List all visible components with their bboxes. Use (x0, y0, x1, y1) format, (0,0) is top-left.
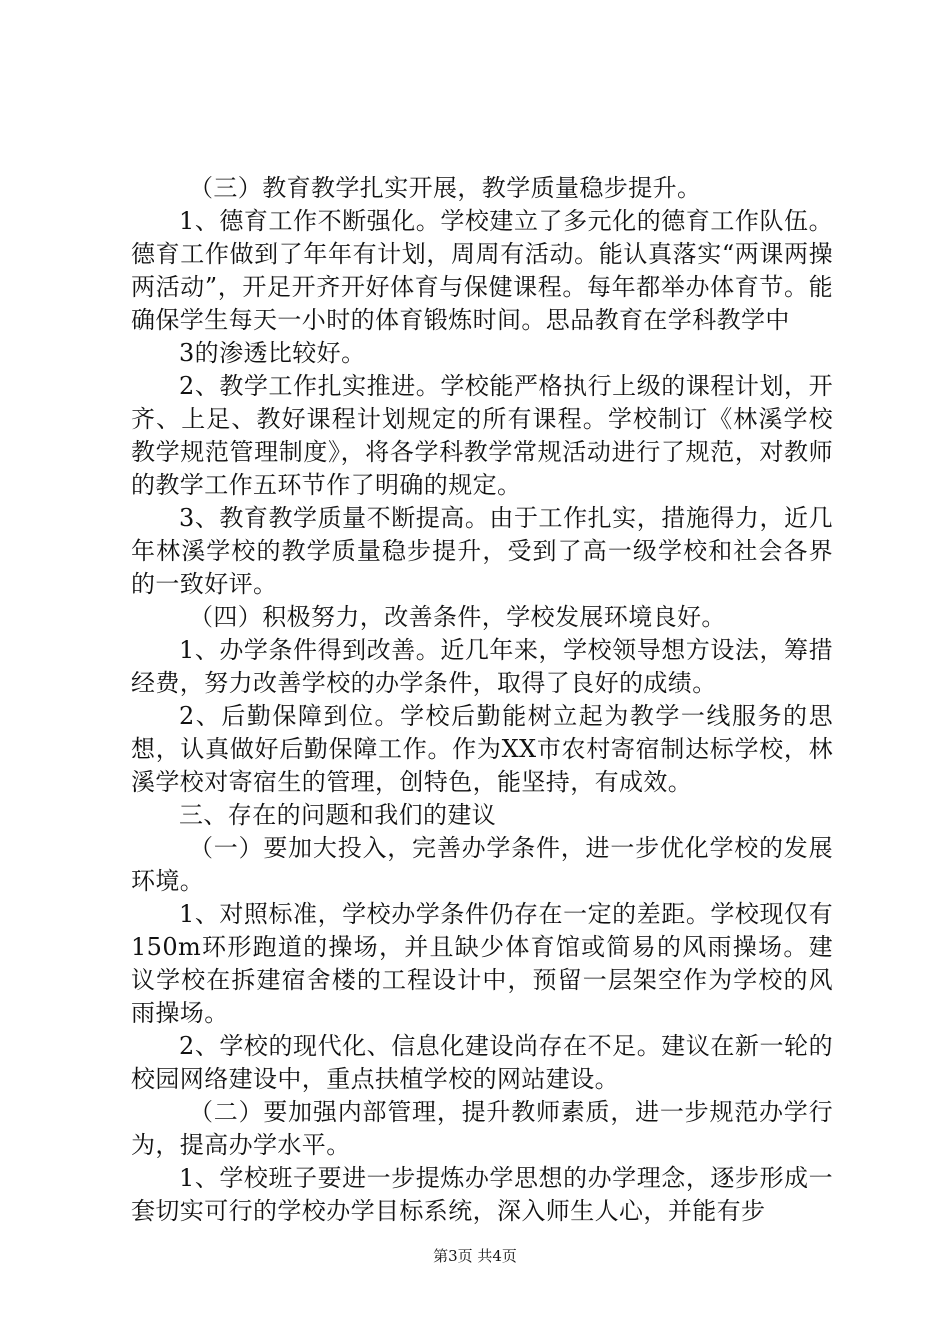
paragraph-leadership: 1、学校班子要进一步提炼办学思想的办学理念，逐步形成一套切实可行的学校办学目标系统，深入师生人心，并能有步 (131, 1164, 833, 1225)
body-text (131, 172, 833, 1228)
section-heading-problems: 三、存在的问题和我们的建议 (179, 801, 497, 829)
subheading-investment: （一）要加大投入，完善办学条件，进一步优化学校的发展环境。 (131, 834, 833, 895)
subheading-management: （二）要加强内部管理，提升教师素质，进一步规范办学行为，提高办学水平。 (131, 1098, 833, 1159)
page-footer: 第3页 共4页 (433, 1247, 517, 1265)
section-heading-3: （三）教育教学扎实开展，教学质量稳步提升。 (189, 174, 702, 202)
paragraph-teaching-work: 2、教学工作扎实推进。学校能严格执行上级的课程计划，开齐、上足、教好课程计划规定的所有课程。学校制订《林溪学校教学规范管理制度》，将各学科教学常规活动进行了规范，对教师的教学工作五环节作了明确的规定。 (131, 372, 833, 499)
paragraph-standards-gap: 1、对照标准，学校办学条件仍存在一定的差距。学校现仅有150m环形跑道的操场，并且缺少体育馆或简易的风雨操场。建议学校在拆建宿舍楼的工程设计中，预留一层架空作为学校的风雨操场。 (131, 900, 833, 1027)
paragraph-school-conditions: 1、办学条件得到改善。近几年来，学校领导想方设法，筹措经费，努力改善学校的办学条件，取得了良好的成绩。 (131, 636, 833, 697)
paragraph-teaching-quality: 3、教育教学质量不断提高。由于工作扎实，措施得力，近几年林溪学校的教学质量稳步提升，受到了高一级学校和社会各界的一致好评。 (131, 504, 833, 598)
paragraph-moral-education: 1、德育工作不断强化。学校建立了多元化的德育工作队伍。德育工作做到了年年有计划，周周有活动。能认真落实“两课两操两活动”，开足开齐开好体育与保健课程。每年都举办体育节。能确保学生每天一小时的体育锻炼时间。思品教育在学科教学中 (131, 207, 833, 334)
section-heading-4: （四）积极努力，改善条件，学校发展环境良好。 (189, 603, 726, 631)
paragraph-informatization: 2、学校的现代化、信息化建设尚存在不足。建议在新一轮的校园网络建设中，重点扶植学校的网站建设。 (131, 1032, 833, 1093)
paragraph-logistics: 2、后勤保障到位。学校后勤能树立起为教学一线服务的思想，认真做好后勤保障工作。作为XX市农村寄宿制达标学校，林溪学校对寄宿生的管理，创特色，能坚持，有成效。 (131, 702, 833, 796)
paragraph-continuation: 3的渗透比较好。 (179, 339, 366, 367)
